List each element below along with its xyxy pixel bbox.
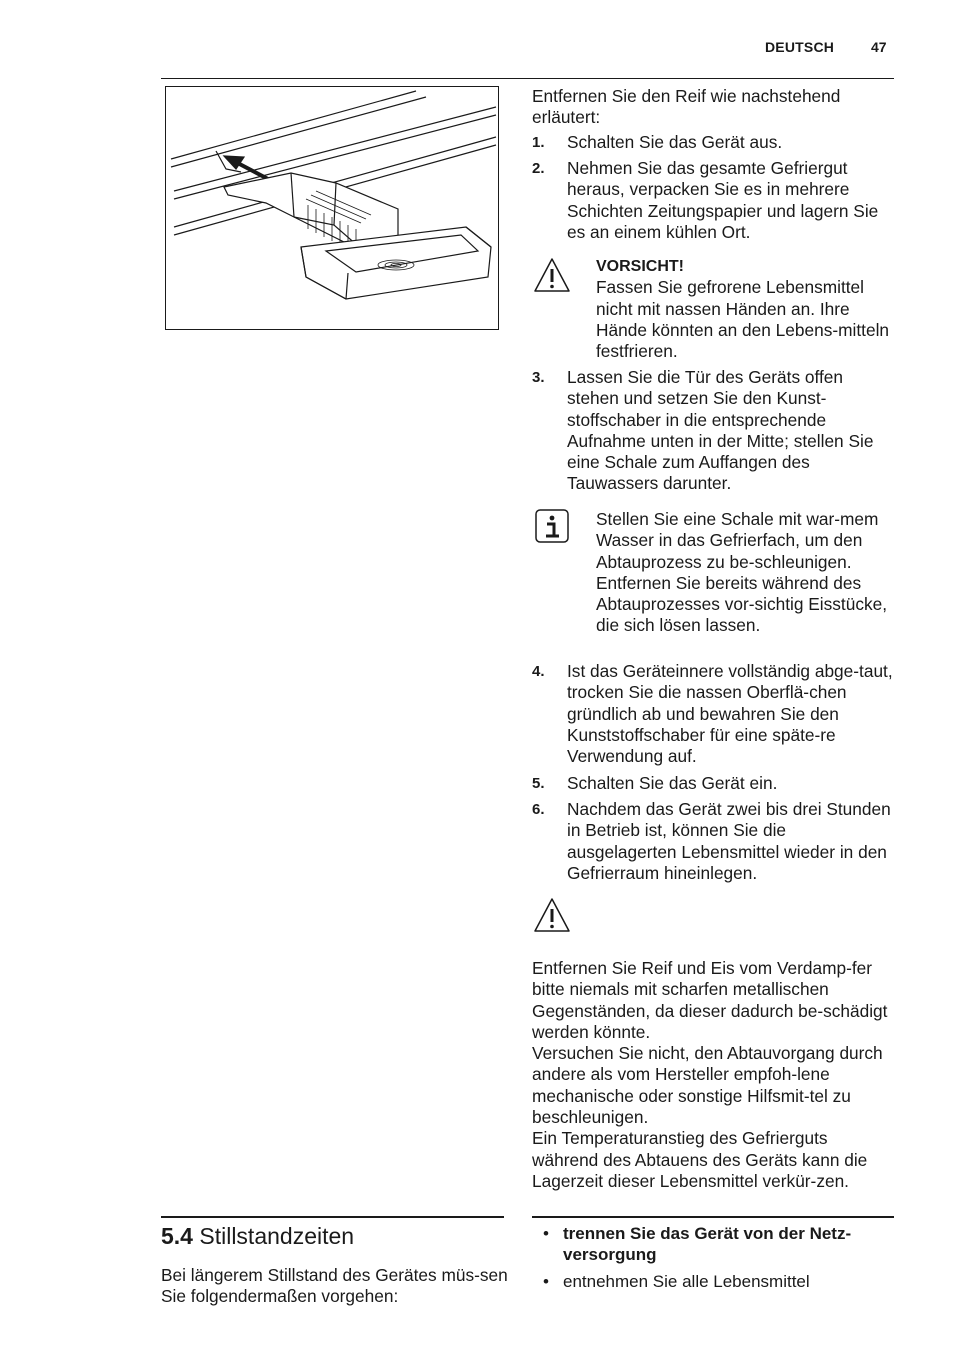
section-title: Stillstandzeiten <box>199 1223 355 1249</box>
step-number: 6. <box>532 801 545 818</box>
section-heading <box>161 1221 354 1251</box>
step-text: Schalten Sie das Gerät ein. <box>567 773 778 793</box>
step-text: Nachdem das Gerät zwei bis drei Stunden in Betrieb ist, können Sie die ausgelagerten Lebensmittel wieder in den Gefrierraum hineinlegen. <box>567 799 891 883</box>
freezer-scraper-illustration <box>165 86 499 330</box>
step-text: Lassen Sie die Tür des Geräts offen stehen und setzen Sie den Kunst-stoffschaber in die entsprechende Aufnahme unten in der Mitte; stellen Sie eine Schale zum Auffangen des Tauwassers darunter. <box>567 367 874 494</box>
warning-triangle-icon <box>532 896 572 936</box>
caution-title: VORSICHT! <box>596 258 684 275</box>
warning-paragraph: Versuchen Sie nicht, den Abtauvorgang durch andere als vom Hersteller empfoh-lene mechanische oder sonstige Hilfsmit-tel zu beschleunigen. <box>532 1043 883 1128</box>
section-divider <box>161 1216 504 1218</box>
header-divider <box>161 78 894 79</box>
header-language: DEUTSCH <box>765 39 835 55</box>
intro-text: Entfernen Sie den Reif wie nachstehend erläutert: <box>532 86 841 128</box>
warning-triangle-icon <box>532 256 572 296</box>
step-text: Schalten Sie das Gerät aus. <box>567 132 783 152</box>
page-number: 47 <box>871 39 887 55</box>
section-number: 5.4 <box>161 1223 193 1249</box>
step-number: 5. <box>532 775 545 792</box>
bullet-text: entnehmen Sie alle Lebensmittel <box>563 1272 810 1291</box>
step-number: 1. <box>532 134 545 151</box>
info-icon <box>532 509 572 549</box>
step-number: 2. <box>532 160 545 177</box>
bullet-text: trennen Sie das Gerät von der Netz-versorgung <box>563 1224 852 1264</box>
info-text: Stellen Sie eine Schale mit war-mem Wasser in das Gefrierfach, um den Abtauprozess zu be-schleunigen. Entfernen Sie bereits während des Abtauprozesses vor-sichtig Eisstücke, die sich lösen lassen. <box>596 509 888 636</box>
step-number: 4. <box>532 663 545 680</box>
step-number: 3. <box>532 369 545 386</box>
step-text: Nehmen Sie das gesamte Gefriergut heraus, verpacken Sie es in mehrere Schichten Zeitungspapier und lagern Sie es an einem kühlen Ort. <box>567 158 879 242</box>
warning-text <box>532 958 894 1192</box>
warning-paragraph: Entfernen Sie Reif und Eis vom Verdamp-fer bitte niemals mit scharfen metallischen Gegenständen, da dieser dadurch be-schädigt werden könnte. <box>532 958 888 1042</box>
step-text: Ist das Geräteinnere vollständig abge-taut, trocken Sie die nassen Oberflä-chen gründlich ab und bewahren Sie den Kunststoffschaber für eine späte-re Verwendung auf. <box>567 661 893 767</box>
caution-text: Fassen Sie gefrorene Lebensmittel nicht mit nassen Händen an. Ihre Hände könnten an den Lebens-mitteln festfrieren. <box>596 277 890 362</box>
section-divider <box>532 1216 894 1218</box>
section-intro: Bei längerem Stillstand des Gerätes müs-sen Sie folgendermaßen vorgehen: <box>161 1265 508 1307</box>
warning-paragraph: Ein Temperaturanstieg des Gefrierguts während des Abtauens des Geräts kann die Lagerzeit dieser Lebensmittel verkür-zen. <box>532 1128 868 1191</box>
